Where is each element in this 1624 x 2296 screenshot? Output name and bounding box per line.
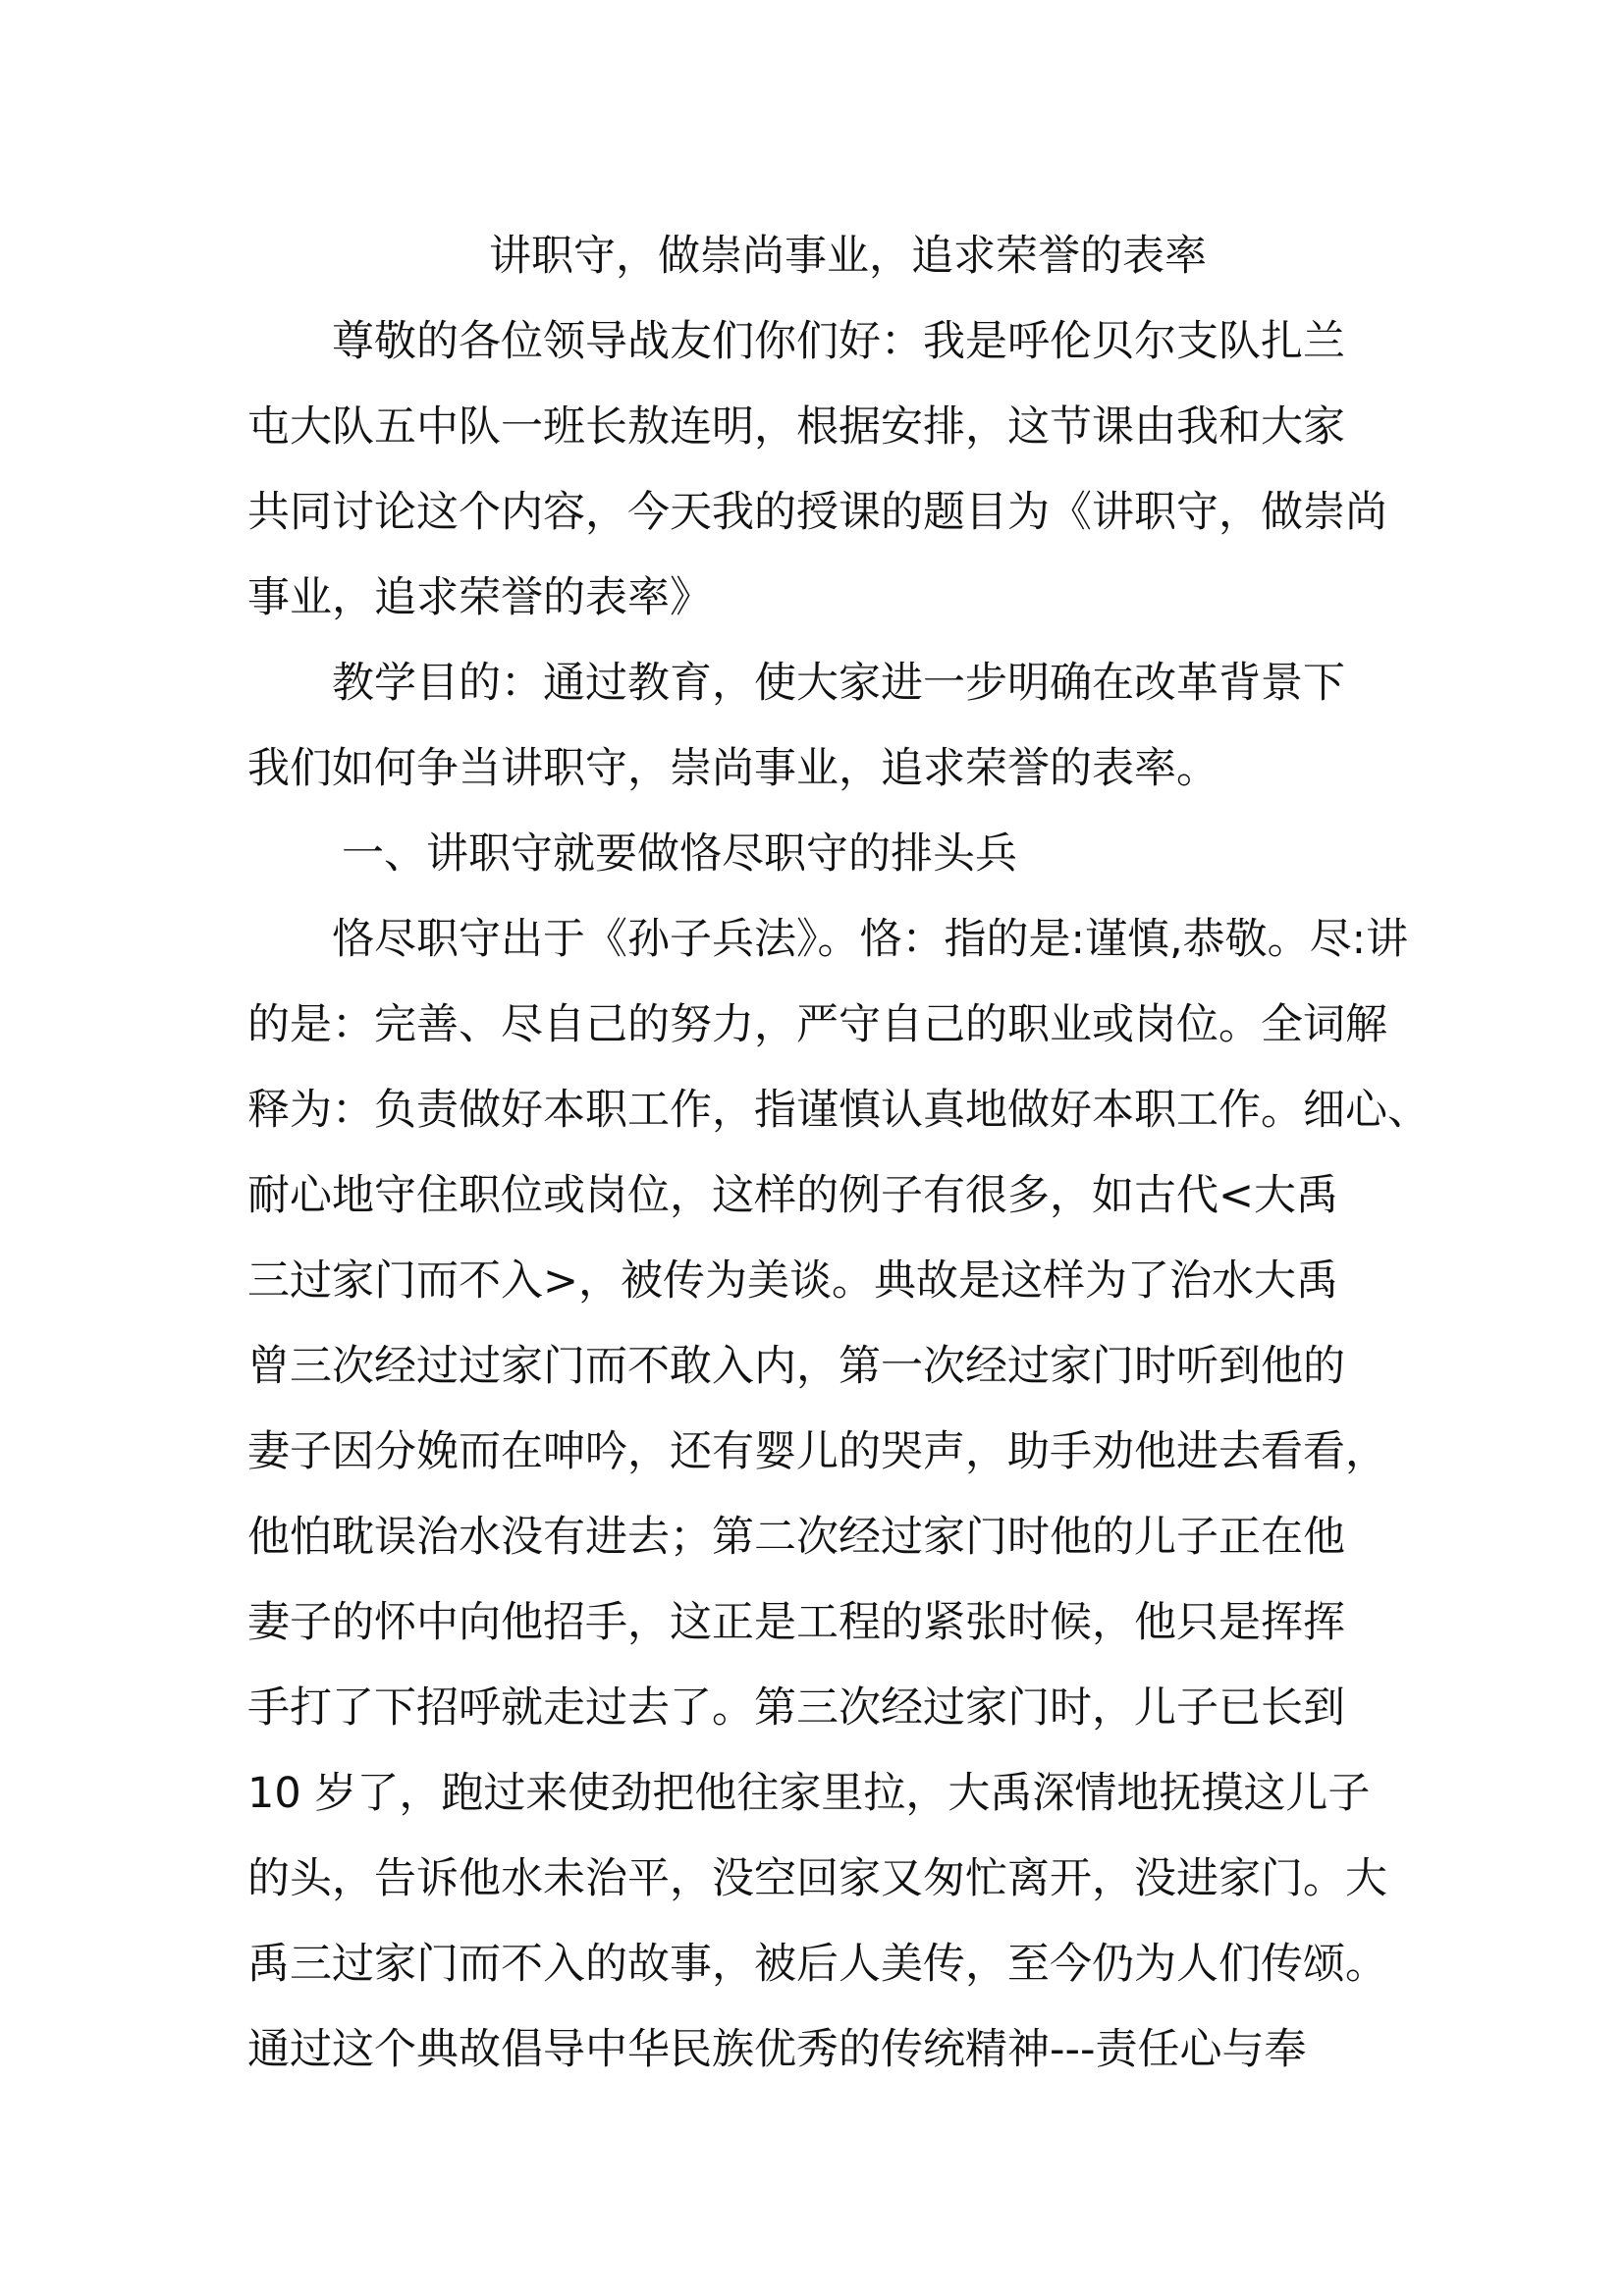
section-line: 释为：负责做好本职工作，指谨慎认真地做好本职工作。细心、: [247, 1086, 1430, 1135]
intro-line: 尊敬的各位领导战友们你们好：我是呼伦贝尔支队扎兰: [332, 317, 1345, 366]
section-line: 的是：完善、尽自己的努力，严守自己的职业或岗位。全词解: [247, 1000, 1387, 1049]
objective-paragraph: [247, 641, 1391, 812]
objective-line: 教学目的：通过教育，使大家进一步明确在改革背景下: [332, 659, 1345, 708]
section-paragraph: [247, 897, 1430, 2093]
section-line: 耐心地守住职位或岗位，这样的例子有很多，如古代<大禹: [247, 1171, 1339, 1220]
intro-line: 屯大队五中队一班长敖连明，根据安排，这节课由我和大家: [247, 402, 1345, 452]
section-line: 10 岁了，跑过来使劲把他往家里拉，大禹深情地抚摸这儿子: [247, 1769, 1371, 1818]
section-line: 他怕耽误治水没有进去；第二次经过家门时他的儿子正在他: [247, 1513, 1345, 1562]
section-line: 妻子的怀中向他招手，这正是工程的紧张时候，他只是挥挥: [247, 1598, 1345, 1647]
document-body: [247, 214, 1430, 2093]
section-line: 恪尽职守出于《孙子兵法》。恪：指的是:谨慎,恭敬。尽:讲: [332, 915, 1409, 964]
section-line: 禹三过家门而不入的故事，被后人美传，至今仍为人们传颂。: [247, 1940, 1387, 1989]
section-line: 手打了下招呼就走过去了。第三次经过家门时，儿子已长到: [247, 1683, 1345, 1733]
section-line: 通过这个典故倡导中华民族优秀的传统精神---责任心与奉: [247, 2025, 1307, 2074]
section-line: 曾三次经过过家门而不敢入内，第一次经过家门时听到他的: [247, 1342, 1345, 1391]
section-line: 三过家门而不入>，被传为美谈。典故是这样为了治水大禹: [247, 1256, 1339, 1306]
intro-line: 共同讨论这个内容，今天我的授课的题目为《讲职守，做崇尚: [247, 488, 1387, 537]
intro-paragraph: [247, 299, 1391, 641]
section-line: 的头，告诉他水未治平，没空回家又匆忙离开，没进家门。大: [247, 1854, 1387, 1903]
objective-line: 我们如何争当讲职守，崇尚事业，追求荣誉的表率。: [247, 744, 1218, 793]
document-title: 讲职守，做崇尚事业，追求荣誉的表率: [489, 232, 1207, 281]
intro-line: 事业，追求荣誉的表率》: [247, 573, 712, 622]
section-line: 妻子因分娩而在呻吟，还有婴儿的哭声，助手劝他进去看看，: [247, 1427, 1387, 1476]
section-heading: 一、讲职守就要做恪尽职守的排头兵: [342, 829, 1017, 879]
